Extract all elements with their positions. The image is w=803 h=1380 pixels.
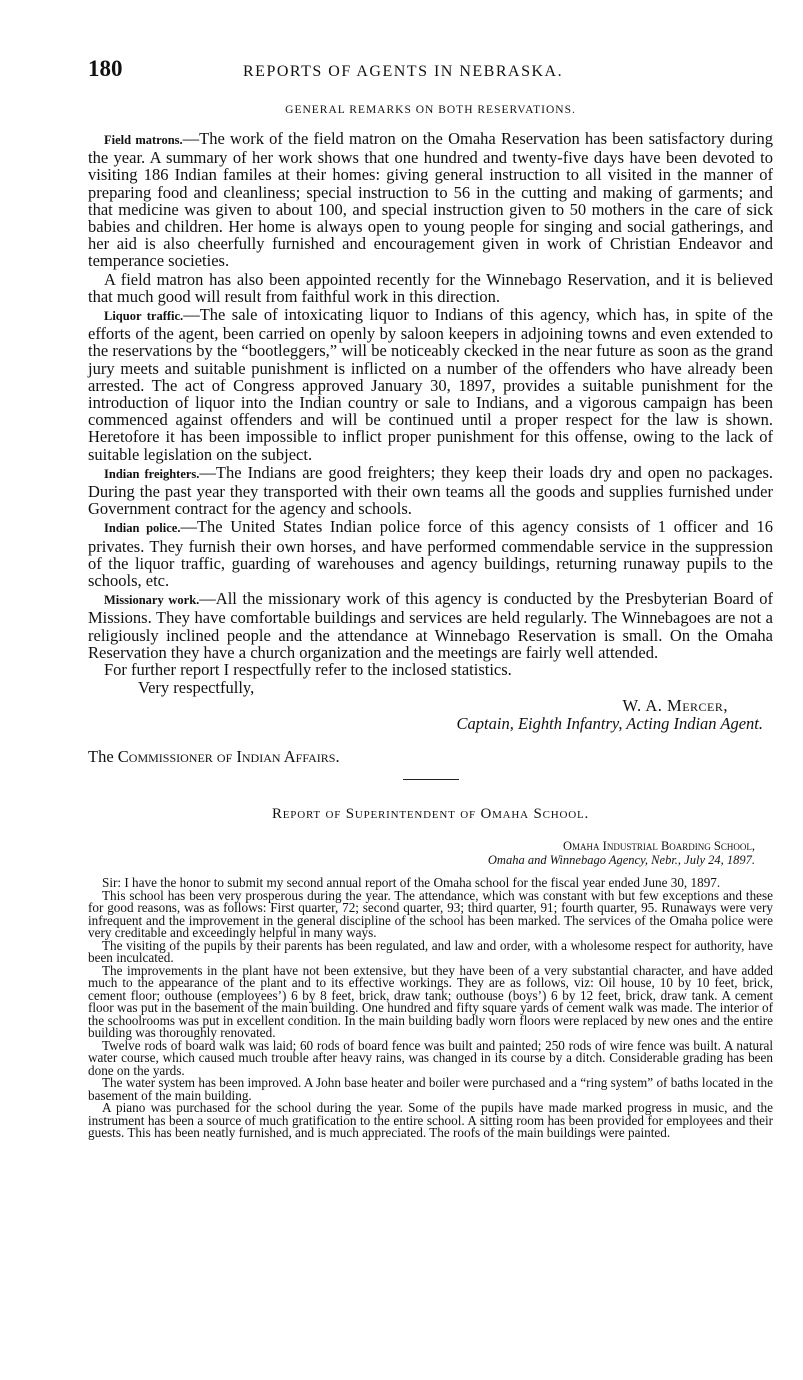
paragraph — [88, 464, 773, 518]
valediction: Very respectfully, — [138, 678, 255, 698]
paragraph-text: —The United States Indian police force of this agency consists of 1 officer and 16 privates. They furnish their own horses, and have performed commendable service in the suppression of the liquor traffic, guarding of warehouses and agency buildings, returning runaway pupils to the schools, etc. — [88, 517, 773, 591]
paragraph-text: —The sale of intoxicating liquor to Indians of this agency, which has, in spite of the efforts of the agent, been carried on openly by saloon keepers in adjoining towns and even extended to the reservations by the “bootleggers,” will be noticeably ckecked in the near future as soon as the grand jury meets and suitable punishment is inflicted on a number of the offenders who have already been arrested. The act of Congress approved January 30, 1897, provides a suitable punishment for the introduction of liquor into the Indian country or sale to Indians, and a vigorous campaign has been commenced against offenders and will be continued until a proper respect for the law is shown. Heretofore it has been impossible to inflict proper punishment for this offense, owing to the lack of suitable legislation on the subject. — [88, 305, 774, 464]
paragraph — [88, 306, 773, 463]
report-body — [88, 877, 773, 1140]
report-paragraph: This school has been very prosperous during the year. The attendance, which was constant with but few exceptions and these for good reasons, was as follows: First quarter, 72; second quarter, 93; third quarter, 91; fourth quarter, 95. Runaways were very infrequent and the improvement in the general discipline of the school has been marked. The services of the Omaha police were very creditable and exceedingly helpful in many ways. — [88, 887, 773, 941]
report-paragraph: The improvements in the plant have not been extensive, but they have been of a very substantial character, and have added much to the appearance of the plant and to its effective workings. They are as follows, viz: Oil house, 10 by 10 feet, brick, cement floor; outhouse (employees’) 6 by 8 feet, brick, draw tank; outhouse (boys’) 6 by 12 feet, brick, draw tank. A cement floor was put in the basement of the main building. One hundred and fifty square yards of cement walk was made. The interior of the schoolrooms was put in excellent condition. In the main building badly worn floors were replaced by new ones and the entire building was thoroughly renovated. — [88, 962, 773, 1041]
report-title: Report of Superintendent of Omaha School. — [271, 806, 590, 823]
report-paragraph: The visiting of the pupils by their parents has been regulated, and law and order, with a wholesome respect for authority, have been inculcated. — [88, 937, 773, 966]
paragraph — [88, 271, 773, 305]
paragraph-text: —The work of the field matron on the Omaha Reservation has been satisfactory during the year. A summary of her work shows that one hundred and twenty-five days have been devoted to visiting 186 Indian familes at their homes: giving general instruction to all visited in the manner of preparing food and cleanliness; special instruction to 56 in the cutting and making of garments; and that medicine was given to about 100, and special instruction given to 50 mothers in the care of sick babies and children. Her home is always open to young people for singing and social gatherings, and her aid is also cheerfully furnished and encouragement given in work of Christian Endeavor and temperance societies. — [88, 129, 774, 271]
section-divider — [403, 779, 459, 780]
side-heading: Field matrons. — [104, 133, 183, 147]
addressee-prefix: The — [88, 747, 118, 767]
side-heading: Liquor traffic. — [104, 309, 184, 324]
report-paragraph: A piano was purchased for the school during the year. Some of the pupils have made marked progress in music, and the instrument has been a source of much gratification to the entire school. A sitting room has been provided for employees and their guests. This has been neatly furnished, and is much appreciated. The roofs of the main buildings were painted. — [88, 1100, 773, 1141]
side-heading: Missionary work. — [104, 593, 200, 608]
paragraph — [88, 590, 773, 661]
closing-block — [88, 661, 773, 733]
report-paragraph: Sir: I have the honor to submit my second annual report of the Omaha school for the fiscal year ended June 30, 1897. — [102, 875, 721, 891]
paragraph-text: —The Indians are good freighters; they keep their loads dry and open no packages. During the past year they transported with their own teams all the goods and supplies furnished under Government contract for the agency and schools. — [88, 462, 773, 519]
side-heading: Indian police. — [104, 521, 181, 536]
report-paragraph: Twelve rods of board walk was laid; 60 rods of board fence was built and painted; 250 rods of wire fence was built. A natural water course, which caused much trouble after heavy rains, was changed in its course by a ditch. Considerable grading has been done on the yards. — [88, 1037, 773, 1078]
running-title: REPORTS OF AGENTS IN NEBRASKA. — [243, 63, 564, 80]
paragraph-text: A field matron has also been appointed recently for the Winnebago Reservation, and it is believed that much good will result from faithful work in this direction. — [88, 269, 773, 306]
remarks-body — [88, 130, 773, 661]
dateline — [88, 839, 773, 867]
page-number: 180 — [88, 56, 123, 81]
signature: W. A. Mercer, — [622, 696, 728, 716]
addressee-line — [88, 747, 773, 767]
addressee: Commissioner of Indian Affairs. — [117, 747, 340, 767]
paragraph — [88, 130, 773, 270]
paragraph — [88, 518, 773, 589]
side-heading: Indian freighters. — [104, 466, 200, 481]
signatory-title: Captain, Eighth Infantry, Acting Indian Agent. — [456, 714, 763, 734]
further-report-line: For further report I respectfully refer to the inclosed statistics. — [104, 660, 512, 680]
place-and-date: Omaha and Winnebago Agency, Nebr., July 24, 1897. — [487, 853, 755, 868]
section-title: GENERAL REMARKS ON BOTH RESERVATIONS. — [285, 104, 576, 116]
paragraph-text: —All the missionary work of this agency is conducted by the Presbyterian Board of Missions. They have comfortable buildings and services are held regularly. The Winnebagoes are not a religiously inclined people and the attendance at Winnebago Reservation is small. On the Omaha Reservation they have a church organization and the meetings are fairly well attended. — [88, 589, 774, 662]
running-head — [88, 56, 773, 90]
school-name: Omaha Industrial Boarding School, — [563, 839, 755, 854]
report-paragraph: The water system has been improved. A John base heater and boiler were purchased and a “ring system” of baths located in the basement of the main building. — [88, 1075, 773, 1103]
